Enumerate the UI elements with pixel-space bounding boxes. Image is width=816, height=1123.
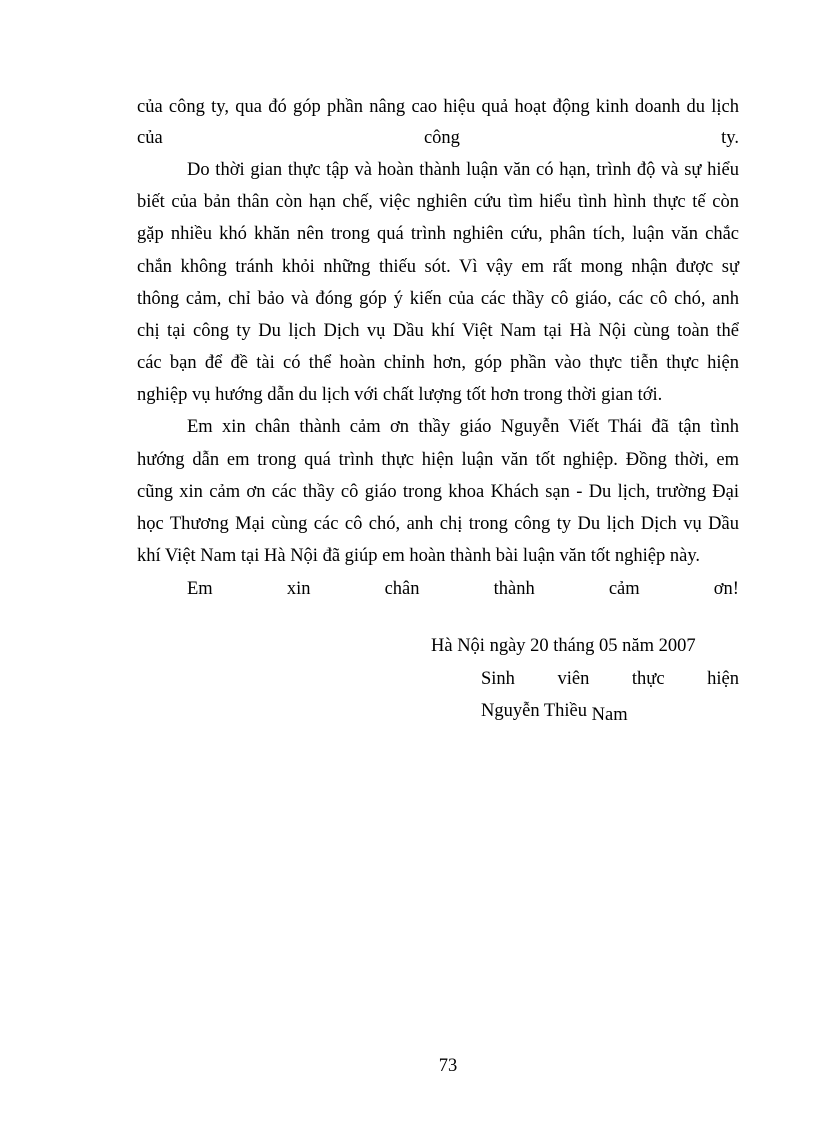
signature-role <box>481 664 739 694</box>
word: xin <box>286 579 311 599</box>
page-number <box>0 1056 816 1077</box>
word: Em <box>187 579 213 599</box>
text-line: học Thương Mại cùng các cô chó, anh chị trong công ty Du lịch Dịch vụ Dầu <box>137 514 739 534</box>
word: ty. <box>721 128 739 148</box>
word: thực <box>631 669 665 689</box>
text-line: Em xin chân thành cảm ơn thầy giáo Nguyễn Viết Thái đã tận tình <box>187 417 739 437</box>
paragraph-2-line-2 <box>137 187 739 217</box>
word: ơn! <box>713 579 739 599</box>
signature-place-date <box>431 631 696 661</box>
text-line: cũng xin cảm ơn các thầy cô giáo trong khoa Khách sạn - Du lịch, trường Đại <box>137 482 739 502</box>
paragraph-1-line-1 <box>137 92 739 122</box>
signature-name <box>481 696 628 726</box>
text-line: khí Việt Nam tại Hà Nội đã giúp em hoàn thành bài luận văn tốt nghiệp này. <box>137 546 701 566</box>
paragraph-2-line-8 <box>137 380 739 410</box>
paragraph-3-line-1 <box>187 412 739 442</box>
name-main: Nguyễn Thiều <box>481 701 588 721</box>
word: Sinh <box>481 669 515 689</box>
text-line: Do thời gian thực tập và hoàn thành luận văn có hạn, trình độ và sự hiểu <box>187 160 739 180</box>
word: hiện <box>707 669 739 689</box>
text-line: của công ty, qua đó góp phần nâng cao hiệu quả hoạt động kinh doanh du lịch <box>137 97 739 117</box>
paragraph-2-line-3 <box>137 219 739 249</box>
text-line: gặp nhiều khó khăn nên trong quá trình nghiên cứu, phân tích, luận văn chắc <box>137 224 739 244</box>
text-line: chắn không tránh khỏi những thiếu sót. Vì vậy em rất mong nhận được sự <box>137 257 739 277</box>
word: thành <box>493 579 535 599</box>
paragraph-3-line-3 <box>137 477 739 507</box>
text-line: thông cảm, chỉ bảo và đóng góp ý kiến của các thầy cô giáo, các cô chó, anh <box>137 289 739 309</box>
paragraph-3-line-2 <box>137 445 739 475</box>
page-number-text: 73 <box>438 1056 458 1076</box>
text-line: chị tại công ty Du lịch Dịch vụ Dầu khí Việt Nam tại Hà Nội cùng toàn thể <box>137 321 739 341</box>
word: công <box>423 128 460 148</box>
thanks-line <box>187 574 739 604</box>
paragraph-2-line-1 <box>187 155 739 185</box>
paragraph-3-line-4 <box>137 509 739 539</box>
paragraph-1-line-2 <box>137 123 739 153</box>
paragraph-2-line-6 <box>137 316 739 346</box>
paragraph-2-line-7 <box>137 348 739 378</box>
text-line: biết của bản thân còn hạn chế, việc nghiên cứu tìm hiểu tình hình thực tế còn <box>137 192 739 212</box>
place-date-text: Hà Nội ngày 20 tháng 05 năm 2007 <box>431 636 696 656</box>
name-sub: Nam <box>591 705 628 725</box>
word: cảm <box>608 579 640 599</box>
word: của <box>137 128 163 148</box>
word: viên <box>557 669 590 689</box>
text-line: nghiệp vụ hướng dẫn du lịch với chất lượng tốt hơn trong thời gian tới. <box>137 385 663 405</box>
paragraph-2-line-5 <box>137 284 739 314</box>
paragraph-2-line-4 <box>137 252 739 282</box>
text-line: các bạn để đề tài có thể hoàn chỉnh hơn, góp phần vào thực tiễn thực hiện <box>137 353 739 373</box>
word: chân <box>384 579 420 599</box>
text-line: hướng dẫn em trong quá trình thực hiện luận văn tốt nghiệp. Đồng thời, em <box>137 450 739 470</box>
paragraph-3-line-5 <box>137 541 739 571</box>
